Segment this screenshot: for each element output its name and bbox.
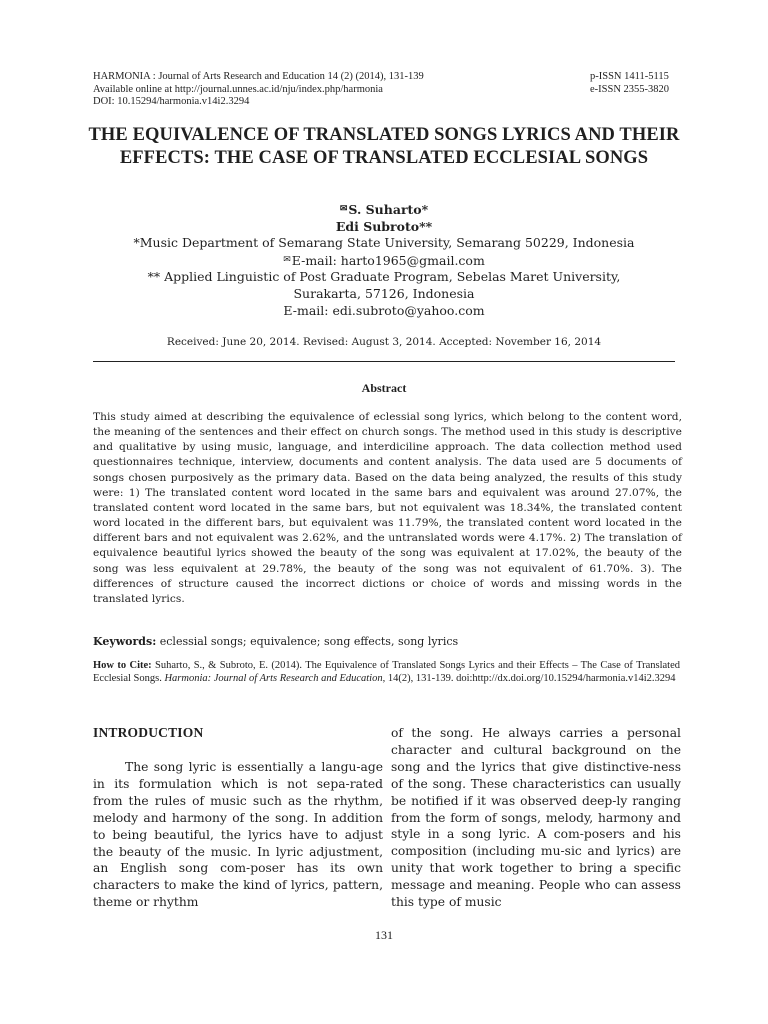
email-1-line [93,252,675,270]
envelope-icon: ✉ [283,254,291,265]
doi-line: DOI: 10.15294/harmonia.v14i2.3294 [93,96,250,107]
affiliation-1: *Music Department of Semarang State University, Semarang 50229, Indonesia [133,235,635,251]
email-2[interactable]: E-mail: edi.subroto@yahoo.com [283,302,485,318]
author-2: Edi Subroto** [335,218,433,234]
body-paragraph-right: of the song. He always carries a personal character and cultural background on the song and the lyrics that give distinctive-ness of the song. These characteristics can usually be notified if it was observed deep-ly ranging from the form of songs, melody, harmony and style in a song lyric. A com-posers and his composition (including mu-sic and lyrics) are unity that work together to bring a specific message and meaning. People who can assess this type of music [391,726,681,910]
journal-citation-line: HARMONIA : Journal of Arts Research and Education 14 (2) (2014), 131-139 [93,71,424,82]
page-number: 131 [375,928,393,942]
cite-text-1: Suharto, S., & Subroto, E. (2014). The Equivalence of Translated Songs Lyrics and their Effects – The Case of Translated Ecclesial Songs. [93,660,681,685]
keywords-text: eclessial songs; equivalence; song effects, song lyrics [156,635,459,648]
pissn: p-ISSN 1411-5115 [590,71,669,82]
keywords [93,634,682,649]
eissn: e-ISSN 2355-3820 [590,83,670,95]
affiliation-2-line-1: ** Applied Linguistic of Post Graduate Program, Sebelas Maret University, [147,269,621,285]
journal-info [93,71,424,109]
abstract-heading: Abstract [361,381,407,395]
divider-rule [93,361,675,362]
abstract-text: This study aimed at describing the equivalence of eclessial song lyrics, which belong to the content word, the meaning of the sentences and their effect on church songs. The method used in this study is descriptive and qualitative by using music, language, and interdiciline approach. The data collection method used questionnaires technique, interview, documents and content analysis. The data used are 5 documents of songs chosen purposively as the primary data. Based on the data being analyzed, the results of this study were: 1) The translated content word located in the same bars and equivalent was around 27.07%, the translated content word located in the same bars, but not equivalent was 18.34%, the translated content word located in the different bars, but equivalent was 11.79%, the translated content word located in the different bars and not equivalent was 2.62%, and the untranslated words were 4.17%. 2) The translation of equivalence beautiful lyrics showed the beauty of the song was equivalent at 17.02%, the beauty of the song was less equivalent at 29.78%, the beauty of the song was not equivalent of 61.70%. 3). The differences of structure caused the incorrect dictions or choice of words and missing words in the translated lyrics. [93,411,682,605]
body-column-left [93,725,383,911]
cite-label: How to Cite: [93,660,152,671]
cite-text-2[interactable]: 14(2), 131-139. doi:http://dx.doi.org/10.15294/harmonia.v14i2.3294 [385,673,676,685]
cite-journal: Harmonia: Journal of Arts Research and Education, [164,673,386,685]
email-1[interactable]: E-mail: harto1965@gmail.com [291,252,485,268]
issn-info [590,71,669,96]
body-paragraph-left: The song lyric is essentially a langu-age in its formulation which is not sepa-rated from the rules of music such as the rhythm, melody and harmony of the song. In addition to being beautiful, the lyrics have to adjust the beauty of the music. In lyric adjustment, an English song com-poser has its own characters to make the kind of lyrics, pattern, theme or rhythm [93,760,383,910]
keywords-label: Keywords: [93,635,157,648]
received-dates: Received: June 20, 2014. Revised: August 3, 2014. Accepted: November 16, 2014 [166,336,602,348]
how-to-cite [93,659,680,686]
author-block [93,201,675,319]
author-1-name: S. Suharto* [348,202,429,217]
paper-title: THE EQUIVALENCE OF TRANSLATED SONGS LYRICS AND THEIR EFFECTS: THE CASE OF TRANSLATED ECCLESIAL SONGS [88,125,680,168]
available-online-line[interactable]: Available online at http://journal.unnes.ac.id/nju/index.php/harmonia [93,83,383,95]
section-heading-introduction: INTRODUCTION [93,725,204,740]
body-column-right [391,725,681,911]
author-1 [93,201,675,219]
affiliation-2-line-2: Surakarta, 57126, Indonesia [293,285,475,301]
envelope-icon: ✉ [339,204,348,214]
